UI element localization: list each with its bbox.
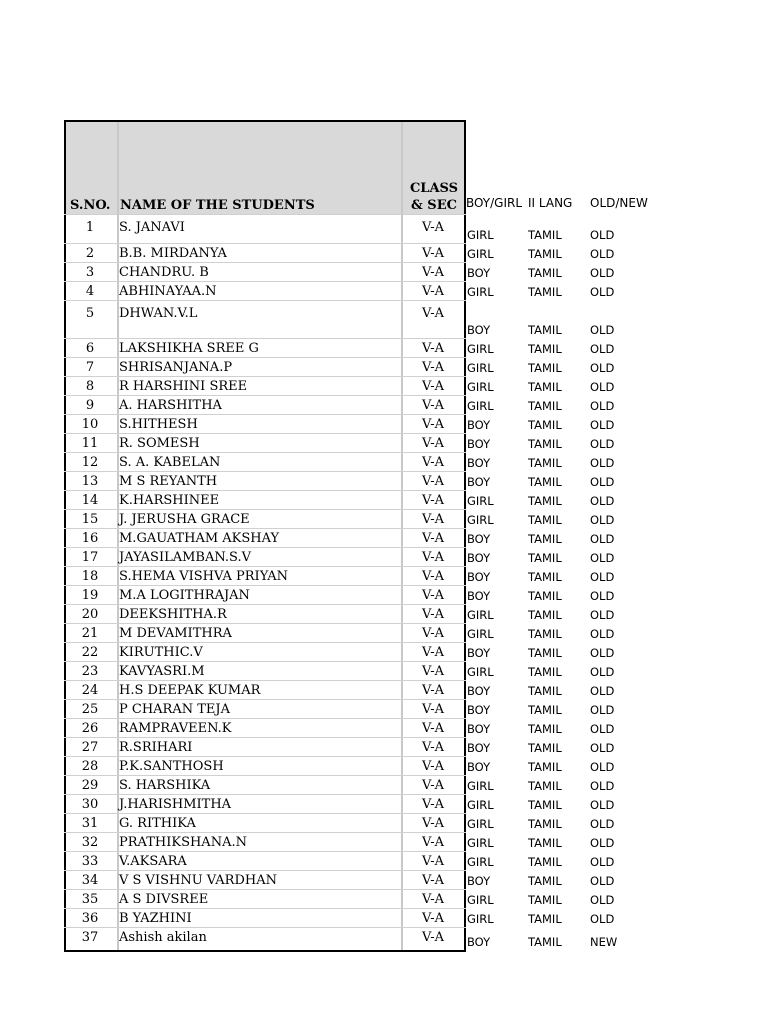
- cell-lang: TAMIL: [528, 836, 562, 850]
- header-class-line1: CLASS: [409, 181, 459, 196]
- cell-class: V-A: [422, 759, 444, 774]
- cell-status: OLD: [590, 532, 615, 546]
- cell-status: OLD: [590, 684, 615, 698]
- cell-class: V-A: [422, 550, 444, 565]
- cell-status: OLD: [590, 779, 615, 793]
- cell-class: V-A: [422, 835, 444, 850]
- cell-gender: GIRL: [467, 912, 494, 926]
- table-row: [64, 566, 466, 585]
- cell-class: V-A: [422, 778, 444, 793]
- cell-lang: TAMIL: [528, 935, 562, 949]
- cell-gender: GIRL: [467, 779, 494, 793]
- cell-gender: BOY: [467, 684, 491, 698]
- cell-status: OLD: [590, 570, 615, 584]
- cell-name: SHRISANJANA.P: [119, 360, 233, 375]
- cell-class: V-A: [422, 417, 444, 432]
- cell-status: OLD: [590, 608, 615, 622]
- cell-lang: TAMIL: [528, 646, 562, 660]
- cell-class: V-A: [422, 664, 444, 679]
- cell-class: V-A: [422, 797, 444, 812]
- cell-status: OLD: [590, 456, 615, 470]
- cell-status: OLD: [590, 760, 615, 774]
- cell-gender: GIRL: [467, 513, 494, 527]
- cell-name: RAMPRAVEEN.K: [119, 721, 232, 736]
- cell-gender: BOY: [467, 703, 491, 717]
- cell-status: OLD: [590, 912, 615, 926]
- cell-sno: 33: [81, 854, 99, 869]
- cell-status: OLD: [590, 893, 615, 907]
- table-row: [64, 813, 466, 832]
- cell-class: V-A: [422, 360, 444, 375]
- cell-lang: TAMIL: [528, 665, 562, 679]
- cell-lang: TAMIL: [528, 703, 562, 717]
- cell-sno: 11: [81, 436, 99, 451]
- cell-name: R.SRIHARI: [119, 740, 193, 755]
- table-row: [64, 737, 466, 756]
- cell-sno: 25: [81, 702, 99, 717]
- cell-status: OLD: [590, 665, 615, 679]
- cell-lang: TAMIL: [528, 722, 562, 736]
- cell-name: KIRUTHIC.V: [119, 645, 203, 660]
- cell-gender: BOY: [467, 760, 491, 774]
- cell-name: M.GAUATHAM AKSHAY: [119, 531, 280, 546]
- cell-class: V-A: [422, 740, 444, 755]
- table-row: [64, 243, 466, 262]
- cell-class: V-A: [422, 854, 444, 869]
- cell-class: V-A: [422, 683, 444, 698]
- cell-lang: TAMIL: [528, 342, 562, 356]
- cell-lang: TAMIL: [528, 779, 562, 793]
- cell-name: R HARSHINI SREE: [119, 379, 248, 394]
- cell-lang: TAMIL: [528, 798, 562, 812]
- cell-name: J. JERUSHA GRACE: [119, 512, 250, 527]
- cell-status: OLD: [590, 418, 615, 432]
- table-row: [64, 433, 466, 452]
- table-row: [64, 756, 466, 775]
- cell-sno: 16: [81, 531, 99, 546]
- table-row: [64, 870, 466, 889]
- cell-lang: TAMIL: [528, 494, 562, 508]
- cell-status: OLD: [590, 703, 615, 717]
- cell-status: OLD: [590, 798, 615, 812]
- cell-class: V-A: [422, 436, 444, 451]
- cell-status: OLD: [590, 722, 615, 736]
- cell-lang: TAMIL: [528, 323, 562, 337]
- table-row: [64, 832, 466, 851]
- cell-status: OLD: [590, 494, 615, 508]
- cell-class: V-A: [422, 645, 444, 660]
- cell-name: DHWAN.V.L: [119, 306, 198, 321]
- cell-name: B.B. MIRDANYA: [119, 246, 227, 261]
- cell-gender: BOY: [467, 874, 491, 888]
- cell-gender: GIRL: [467, 361, 494, 375]
- cell-name: Ashish akilan: [119, 930, 207, 945]
- cell-lang: TAMIL: [528, 551, 562, 565]
- table-row: [64, 699, 466, 718]
- cell-name: S. HARSHIKA: [119, 778, 211, 793]
- cell-sno: 37: [81, 930, 99, 945]
- cell-status: NEW: [590, 935, 618, 949]
- table-row: [64, 851, 466, 870]
- table-row: [64, 718, 466, 737]
- table-row: [64, 604, 466, 623]
- cell-class: V-A: [422, 930, 444, 945]
- cell-gender: GIRL: [467, 836, 494, 850]
- cell-gender: BOY: [467, 475, 491, 489]
- cell-sno: 15: [81, 512, 99, 527]
- cell-name: ABHINAYAA.N: [119, 284, 217, 299]
- cell-name: S. A. KABELAN: [119, 455, 221, 470]
- cell-sno: 2: [85, 246, 95, 261]
- cell-gender: GIRL: [467, 817, 494, 831]
- cell-sno: 30: [81, 797, 99, 812]
- cell-status: OLD: [590, 437, 615, 451]
- cell-sno: 28: [81, 759, 99, 774]
- cell-class: V-A: [422, 892, 444, 907]
- table-row: [64, 509, 466, 528]
- cell-sno: 13: [81, 474, 99, 489]
- cell-sno: 4: [85, 284, 95, 299]
- cell-gender: GIRL: [467, 855, 494, 869]
- cell-lang: TAMIL: [528, 570, 562, 584]
- cell-sno: 10: [81, 417, 99, 432]
- cell-gender: BOY: [467, 532, 491, 546]
- cell-sno: 27: [81, 740, 99, 755]
- cell-name: K.HARSHINEE: [119, 493, 220, 508]
- cell-status: OLD: [590, 399, 615, 413]
- cell-gender: BOY: [467, 437, 491, 451]
- cell-name: P.K.SANTHOSH: [119, 759, 224, 774]
- cell-lang: TAMIL: [528, 608, 562, 622]
- cell-lang: TAMIL: [528, 532, 562, 546]
- cell-sno: 34: [81, 873, 99, 888]
- cell-class: V-A: [422, 911, 444, 926]
- cell-gender: GIRL: [467, 798, 494, 812]
- cell-class: V-A: [422, 306, 444, 321]
- cell-class: V-A: [422, 873, 444, 888]
- cell-gender: BOY: [467, 418, 491, 432]
- cell-status: OLD: [590, 874, 615, 888]
- table-row: [64, 661, 466, 680]
- cell-sno: 24: [81, 683, 99, 698]
- cell-lang: TAMIL: [528, 760, 562, 774]
- table-row: [64, 775, 466, 794]
- cell-name: M DEVAMITHRA: [119, 626, 232, 641]
- header-class-line2: & SEC: [411, 198, 457, 213]
- table-row: [64, 214, 466, 243]
- cell-lang: TAMIL: [528, 399, 562, 413]
- cell-name: P CHARAN TEJA: [119, 702, 230, 717]
- cell-status: OLD: [590, 361, 615, 375]
- table-row: [64, 281, 466, 300]
- table-row: [64, 547, 466, 566]
- cell-status: OLD: [590, 855, 615, 869]
- cell-lang: TAMIL: [528, 247, 562, 261]
- cell-gender: GIRL: [467, 494, 494, 508]
- cell-sno: 20: [81, 607, 99, 622]
- cell-lang: TAMIL: [528, 893, 562, 907]
- cell-sno: 19: [81, 588, 99, 603]
- cell-status: OLD: [590, 741, 615, 755]
- cell-gender: BOY: [467, 589, 491, 603]
- header-gender: BOY/GIRL: [466, 196, 523, 210]
- cell-name: M S REYANTH: [119, 474, 218, 489]
- cell-sno: 3: [85, 265, 95, 280]
- cell-status: OLD: [590, 551, 615, 565]
- table-row: [64, 452, 466, 471]
- cell-class: V-A: [422, 455, 444, 470]
- cell-gender: BOY: [467, 570, 491, 584]
- cell-name: DEEKSHITHA.R: [119, 607, 227, 622]
- cell-lang: TAMIL: [528, 361, 562, 375]
- cell-class: V-A: [422, 607, 444, 622]
- cell-lang: TAMIL: [528, 817, 562, 831]
- cell-sno: 32: [81, 835, 99, 850]
- cell-sno: 36: [81, 911, 99, 926]
- cell-gender: GIRL: [467, 608, 494, 622]
- cell-class: V-A: [422, 246, 444, 261]
- cell-status: OLD: [590, 247, 615, 261]
- cell-sno: 8: [85, 379, 95, 394]
- cell-gender: BOY: [467, 741, 491, 755]
- cell-sno: 1: [85, 220, 95, 235]
- cell-gender: BOY: [467, 646, 491, 660]
- cell-sno: 14: [81, 493, 99, 508]
- cell-gender: GIRL: [467, 627, 494, 641]
- cell-class: V-A: [422, 474, 444, 489]
- cell-gender: BOY: [467, 551, 491, 565]
- cell-lang: TAMIL: [528, 380, 562, 394]
- cell-name: A S DIVSREE: [119, 892, 209, 907]
- cell-status: OLD: [590, 342, 615, 356]
- cell-gender: GIRL: [467, 893, 494, 907]
- cell-status: OLD: [590, 513, 615, 527]
- cell-status: OLD: [590, 646, 615, 660]
- header-status: OLD/NEW: [590, 196, 648, 210]
- cell-sno: 5: [85, 306, 95, 321]
- table-row: [64, 908, 466, 927]
- cell-class: V-A: [422, 588, 444, 603]
- cell-lang: TAMIL: [528, 456, 562, 470]
- cell-lang: TAMIL: [528, 418, 562, 432]
- cell-gender: BOY: [467, 456, 491, 470]
- cell-status: OLD: [590, 589, 615, 603]
- cell-lang: TAMIL: [528, 627, 562, 641]
- table-row: [64, 376, 466, 395]
- cell-name: KAVYASRI.M: [119, 664, 205, 679]
- table-row: [64, 680, 466, 699]
- cell-sno: 31: [81, 816, 99, 831]
- cell-name: R. SOMESH: [119, 436, 200, 451]
- cell-sno: 21: [81, 626, 99, 641]
- table-row: [64, 585, 466, 604]
- cell-gender: GIRL: [467, 665, 494, 679]
- cell-name: S.HITHESH: [119, 417, 198, 432]
- cell-lang: TAMIL: [528, 589, 562, 603]
- cell-lang: TAMIL: [528, 912, 562, 926]
- cell-lang: TAMIL: [528, 513, 562, 527]
- cell-name: V.AKSARA: [119, 854, 187, 869]
- cell-status: OLD: [590, 228, 615, 242]
- cell-sno: 6: [85, 341, 95, 356]
- cell-class: V-A: [422, 493, 444, 508]
- cell-gender: GIRL: [467, 228, 494, 242]
- cell-sno: 35: [81, 892, 99, 907]
- table-row: [64, 414, 466, 433]
- cell-name: J.HARISHMITHA: [119, 797, 232, 812]
- cell-status: OLD: [590, 475, 615, 489]
- cell-lang: TAMIL: [528, 266, 562, 280]
- cell-class: V-A: [422, 626, 444, 641]
- cell-lang: TAMIL: [528, 684, 562, 698]
- cell-gender: GIRL: [467, 380, 494, 394]
- table-row: [64, 490, 466, 509]
- cell-status: OLD: [590, 323, 615, 337]
- cell-gender: GIRL: [467, 399, 494, 413]
- cell-class: V-A: [422, 531, 444, 546]
- table-row: [64, 528, 466, 547]
- cell-name: JAYASILAMBAN.S.V: [119, 550, 251, 565]
- table-row: [64, 642, 466, 661]
- cell-status: OLD: [590, 836, 615, 850]
- table-row: [64, 889, 466, 908]
- cell-gender: BOY: [467, 935, 491, 949]
- table-row: [64, 927, 466, 950]
- cell-name: B YAZHINI: [119, 911, 192, 926]
- cell-sno: 26: [81, 721, 99, 736]
- table-row: [64, 338, 466, 357]
- cell-lang: TAMIL: [528, 285, 562, 299]
- cell-sno: 17: [81, 550, 99, 565]
- cell-class: V-A: [422, 721, 444, 736]
- cell-status: OLD: [590, 266, 615, 280]
- cell-name: G. RITHIKA: [119, 816, 196, 831]
- cell-lang: TAMIL: [528, 228, 562, 242]
- cell-class: V-A: [422, 816, 444, 831]
- table-row: [64, 471, 466, 490]
- cell-name: V S VISHNU VARDHAN: [119, 873, 277, 888]
- cell-class: V-A: [422, 341, 444, 356]
- cell-class: V-A: [422, 702, 444, 717]
- table-row: [64, 300, 466, 338]
- cell-class: V-A: [422, 512, 444, 527]
- cell-name: M.A LOGITHRAJAN: [119, 588, 250, 603]
- cell-gender: GIRL: [467, 285, 494, 299]
- cell-class: V-A: [422, 265, 444, 280]
- cell-sno: 9: [85, 398, 95, 413]
- cell-gender: GIRL: [467, 247, 494, 261]
- cell-gender: BOY: [467, 323, 491, 337]
- table-row: [64, 623, 466, 642]
- cell-lang: TAMIL: [528, 437, 562, 451]
- header-lang: II LANG: [528, 196, 573, 210]
- cell-class: V-A: [422, 569, 444, 584]
- cell-status: OLD: [590, 627, 615, 641]
- cell-lang: TAMIL: [528, 741, 562, 755]
- header-name: NAME OF THE STUDENTS: [120, 198, 315, 213]
- table-row: [64, 262, 466, 281]
- cell-status: OLD: [590, 817, 615, 831]
- table-row: [64, 395, 466, 414]
- cell-sno: 23: [81, 664, 99, 679]
- cell-gender: BOY: [467, 722, 491, 736]
- cell-class: V-A: [422, 284, 444, 299]
- cell-status: OLD: [590, 380, 615, 394]
- cell-status: OLD: [590, 285, 615, 299]
- cell-name: A. HARSHITHA: [119, 398, 222, 413]
- header-sno: S.NO.: [70, 198, 111, 213]
- cell-name: S. JANAVI: [119, 220, 185, 235]
- cell-sno: 29: [81, 778, 99, 793]
- cell-sno: 22: [81, 645, 99, 660]
- cell-class: V-A: [422, 220, 444, 235]
- cell-gender: BOY: [467, 266, 491, 280]
- cell-name: PRATHIKSHANA.N: [119, 835, 247, 850]
- cell-lang: TAMIL: [528, 855, 562, 869]
- cell-name: LAKSHIKHA SREE G: [119, 341, 259, 356]
- cell-lang: TAMIL: [528, 475, 562, 489]
- cell-class: V-A: [422, 398, 444, 413]
- table-row: [64, 357, 466, 376]
- cell-sno: 12: [81, 455, 99, 470]
- cell-name: CHANDRU. B: [119, 265, 209, 280]
- cell-sno: 18: [81, 569, 99, 584]
- cell-lang: TAMIL: [528, 874, 562, 888]
- cell-gender: GIRL: [467, 342, 494, 356]
- cell-name: H.S DEEPAK KUMAR: [119, 683, 261, 698]
- table-row: [64, 794, 466, 813]
- cell-class: V-A: [422, 379, 444, 394]
- cell-sno: 7: [85, 360, 95, 375]
- cell-name: S.HEMA VISHVA PRIYAN: [119, 569, 289, 584]
